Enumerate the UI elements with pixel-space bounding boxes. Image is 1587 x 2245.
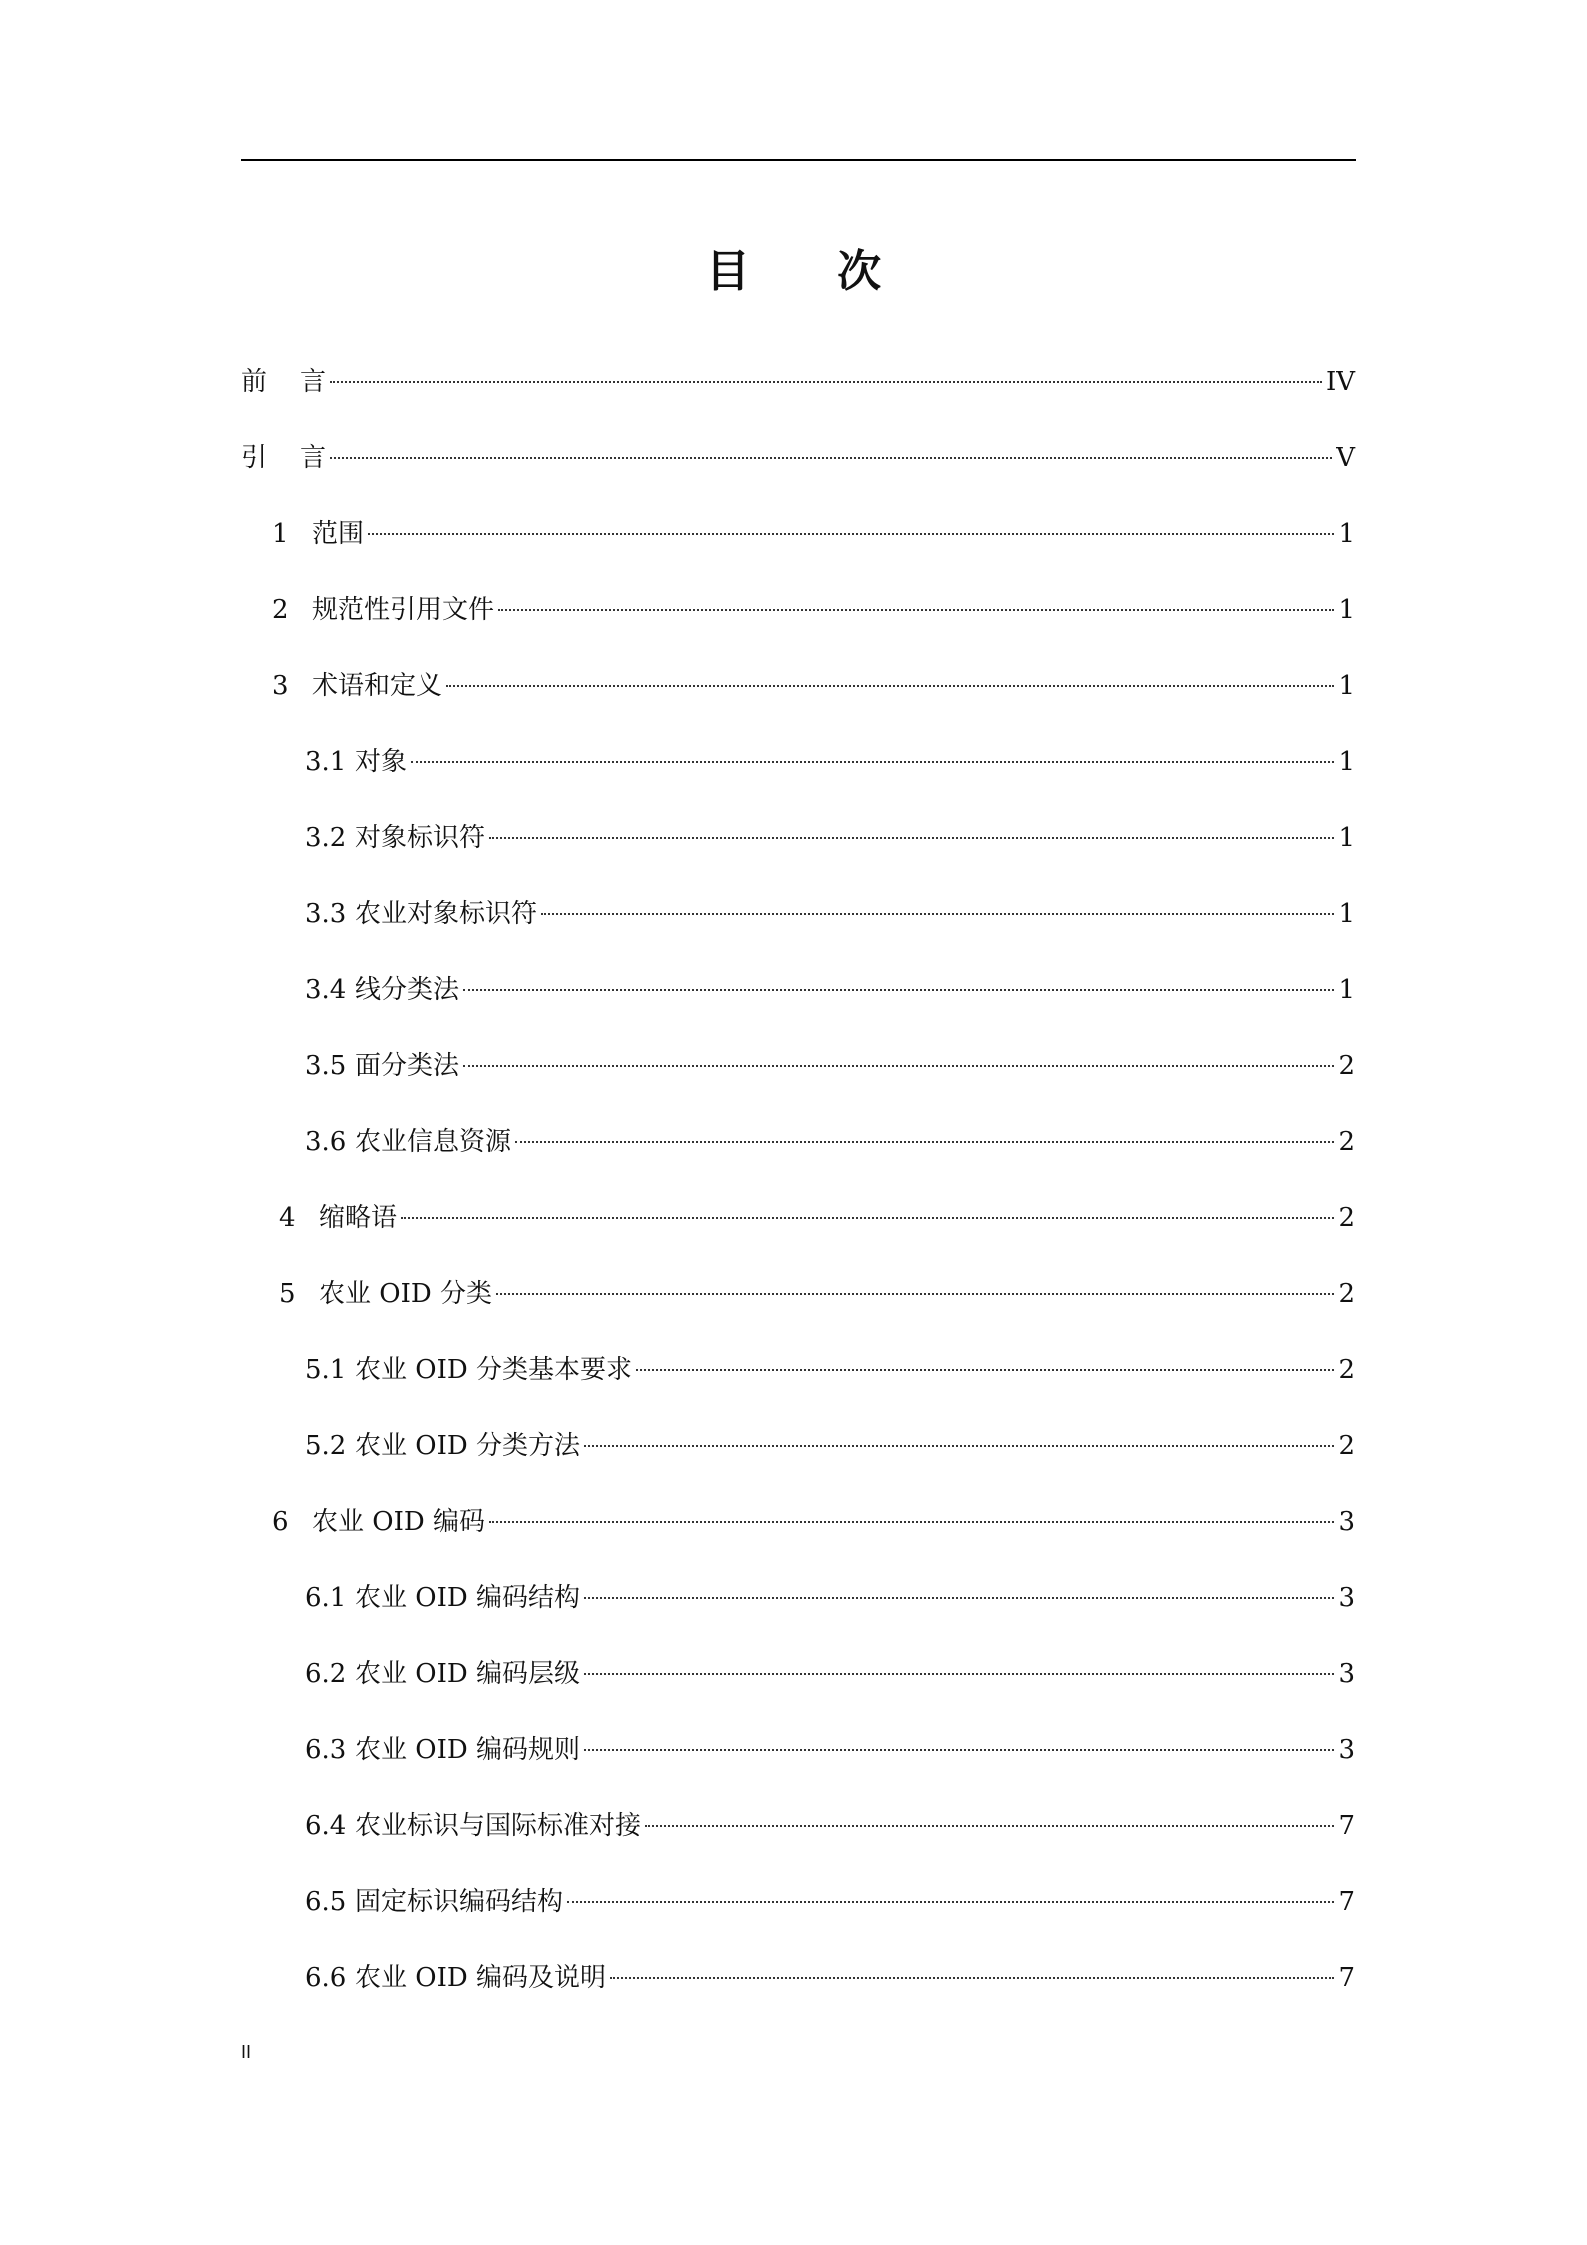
toc-leader xyxy=(411,761,1334,763)
toc-entry[interactable] xyxy=(305,1806,1355,1846)
toc-entry-label: 农业 OID 编码及说明 xyxy=(355,1963,606,1993)
toc-leader xyxy=(584,1749,1334,1751)
toc-entry-page: 1 xyxy=(1338,823,1355,853)
toc-entry-page: 3 xyxy=(1338,1659,1355,1689)
toc-entry-number: 3.6 xyxy=(305,1127,347,1157)
toc-entry-label: 线分类法 xyxy=(355,975,460,1005)
toc-entry-label: 术语和定义 xyxy=(312,671,443,701)
toc-entry-page: 3 xyxy=(1338,1507,1355,1537)
toc-entry-page: 7 xyxy=(1338,1811,1355,1841)
toc-entry-number: 5.2 xyxy=(305,1431,347,1461)
toc-entry[interactable] xyxy=(272,666,1355,706)
toc-entry[interactable] xyxy=(279,1274,1355,1314)
toc-entry-number: 3.5 xyxy=(305,1051,347,1081)
toc-entry-page: 7 xyxy=(1338,1963,1355,1993)
toc-entry-number: 1 xyxy=(272,519,289,549)
toc-entry-page: 2 xyxy=(1338,1355,1355,1385)
toc-entry-label: 农业 OID 分类 xyxy=(319,1279,492,1309)
toc-entry-label: 对象标识符 xyxy=(355,823,486,853)
toc-entry-label: 农业 OID 编码规则 xyxy=(355,1735,580,1765)
toc-entry-label: 缩略语 xyxy=(319,1203,398,1233)
toc-entry-number: 6.4 xyxy=(305,1811,347,1841)
toc-leader xyxy=(463,1065,1334,1067)
toc-entry[interactable] xyxy=(305,1958,1355,1998)
toc-entry-page: 2 xyxy=(1338,1279,1355,1309)
toc-entry-page: 2 xyxy=(1338,1431,1355,1461)
toc-leader xyxy=(496,1293,1334,1295)
toc-entry-page: 1 xyxy=(1338,899,1355,929)
toc-entry[interactable] xyxy=(305,1350,1355,1390)
toc-entry[interactable] xyxy=(305,818,1355,858)
toc-entry-label: 面分类法 xyxy=(355,1051,460,1081)
toc-entry[interactable] xyxy=(305,970,1355,1010)
toc-entry-number: 4 xyxy=(279,1203,296,1233)
toc-entry-page: V xyxy=(1336,443,1355,473)
toc-entry-number: 6.1 xyxy=(305,1583,347,1613)
toc-entry-page: 1 xyxy=(1338,595,1355,625)
toc-entry[interactable] xyxy=(305,1426,1355,1466)
toc-leader xyxy=(401,1217,1334,1219)
toc-entry-number: 3.1 xyxy=(305,747,347,777)
toc-entry[interactable] xyxy=(279,1198,1355,1238)
toc-entry[interactable] xyxy=(305,1578,1355,1618)
toc-entry-page: 3 xyxy=(1338,1735,1355,1765)
toc-leader xyxy=(584,1597,1334,1599)
toc-leader xyxy=(446,685,1334,687)
toc-entry-label: 对象 xyxy=(355,747,408,777)
toc-entry-label: 农业标识与国际标准对接 xyxy=(355,1811,642,1841)
toc-entry[interactable] xyxy=(305,1730,1355,1770)
toc-entry[interactable] xyxy=(305,1882,1355,1922)
toc-leader xyxy=(330,381,1322,383)
toc-entry-page: 7 xyxy=(1338,1887,1355,1917)
toc-entry-page: 3 xyxy=(1338,1583,1355,1613)
toc-entry-label: 农业对象标识符 xyxy=(355,899,538,929)
toc-leader xyxy=(498,609,1334,611)
toc-entry-label: 农业信息资源 xyxy=(355,1127,512,1157)
toc-entry-label: 农业 OID 编码结构 xyxy=(355,1583,580,1613)
header-rule xyxy=(241,159,1356,161)
toc-entry[interactable] xyxy=(305,894,1355,934)
toc-entry-number: 6 xyxy=(272,1507,289,1537)
toc-leader xyxy=(330,457,1332,459)
toc-entry-number: 3.2 xyxy=(305,823,347,853)
toc-leader xyxy=(541,913,1334,915)
toc-entry-page: 1 xyxy=(1338,671,1355,701)
page-title: 目 次 xyxy=(705,246,918,297)
toc-entry-page: 2 xyxy=(1338,1127,1355,1157)
toc-entry[interactable] xyxy=(305,1654,1355,1694)
toc-entry-number: 6.3 xyxy=(305,1735,347,1765)
toc-entry[interactable] xyxy=(272,514,1355,554)
toc-entry-page: 1 xyxy=(1338,519,1355,549)
toc-entry-label: 农业 OID 编码 xyxy=(312,1507,485,1537)
toc-entry[interactable] xyxy=(272,1502,1355,1542)
toc-entry-number: 6.2 xyxy=(305,1659,347,1689)
toc-entry-label: 规范性引用文件 xyxy=(312,595,495,625)
toc-entry-page: IV xyxy=(1325,367,1355,397)
toc-leader xyxy=(584,1673,1334,1675)
toc-leader xyxy=(368,533,1334,535)
toc-entry[interactable] xyxy=(272,590,1355,630)
toc-entry-number: 3 xyxy=(272,671,289,701)
toc-entry[interactable] xyxy=(305,1046,1355,1086)
toc-entry-number: 2 xyxy=(272,595,289,625)
toc-entry-label: 农业 OID 编码层级 xyxy=(355,1659,580,1689)
toc-leader xyxy=(645,1825,1334,1827)
toc-entry[interactable] xyxy=(241,362,1355,402)
toc-entry-label: 前 言 xyxy=(241,367,327,397)
toc-entry-label: 农业 OID 分类基本要求 xyxy=(355,1355,632,1385)
toc-leader xyxy=(489,1521,1334,1523)
toc-entry-page: 1 xyxy=(1338,747,1355,777)
toc-entry-page: 2 xyxy=(1338,1051,1355,1081)
toc-entry-number: 6.5 xyxy=(305,1887,347,1917)
toc-entry-number: 3.4 xyxy=(305,975,347,1005)
toc-entry[interactable] xyxy=(241,438,1355,478)
toc-entry-number: 3.3 xyxy=(305,899,347,929)
toc-entry[interactable] xyxy=(305,1122,1355,1162)
toc-leader xyxy=(463,989,1334,991)
toc-entry-page: 2 xyxy=(1338,1203,1355,1233)
toc-entry-number: 6.6 xyxy=(305,1963,347,1993)
toc-entry-number: 5 xyxy=(279,1279,296,1309)
toc-leader xyxy=(584,1445,1334,1447)
toc-entry-page: 1 xyxy=(1338,975,1355,1005)
toc-leader xyxy=(515,1141,1334,1143)
page-number: II xyxy=(241,2042,252,2062)
toc-entry-label: 范围 xyxy=(312,519,365,549)
toc-leader xyxy=(636,1369,1334,1371)
toc-leader xyxy=(489,837,1334,839)
toc-leader xyxy=(610,1977,1334,1979)
toc-entry-label: 固定标识编码结构 xyxy=(355,1887,564,1917)
toc-entry-label: 农业 OID 分类方法 xyxy=(355,1431,580,1461)
toc-entry[interactable] xyxy=(305,742,1355,782)
toc-leader xyxy=(567,1901,1334,1903)
toc-entry-number: 5.1 xyxy=(305,1355,347,1385)
toc-entry-label: 引 言 xyxy=(241,443,327,473)
